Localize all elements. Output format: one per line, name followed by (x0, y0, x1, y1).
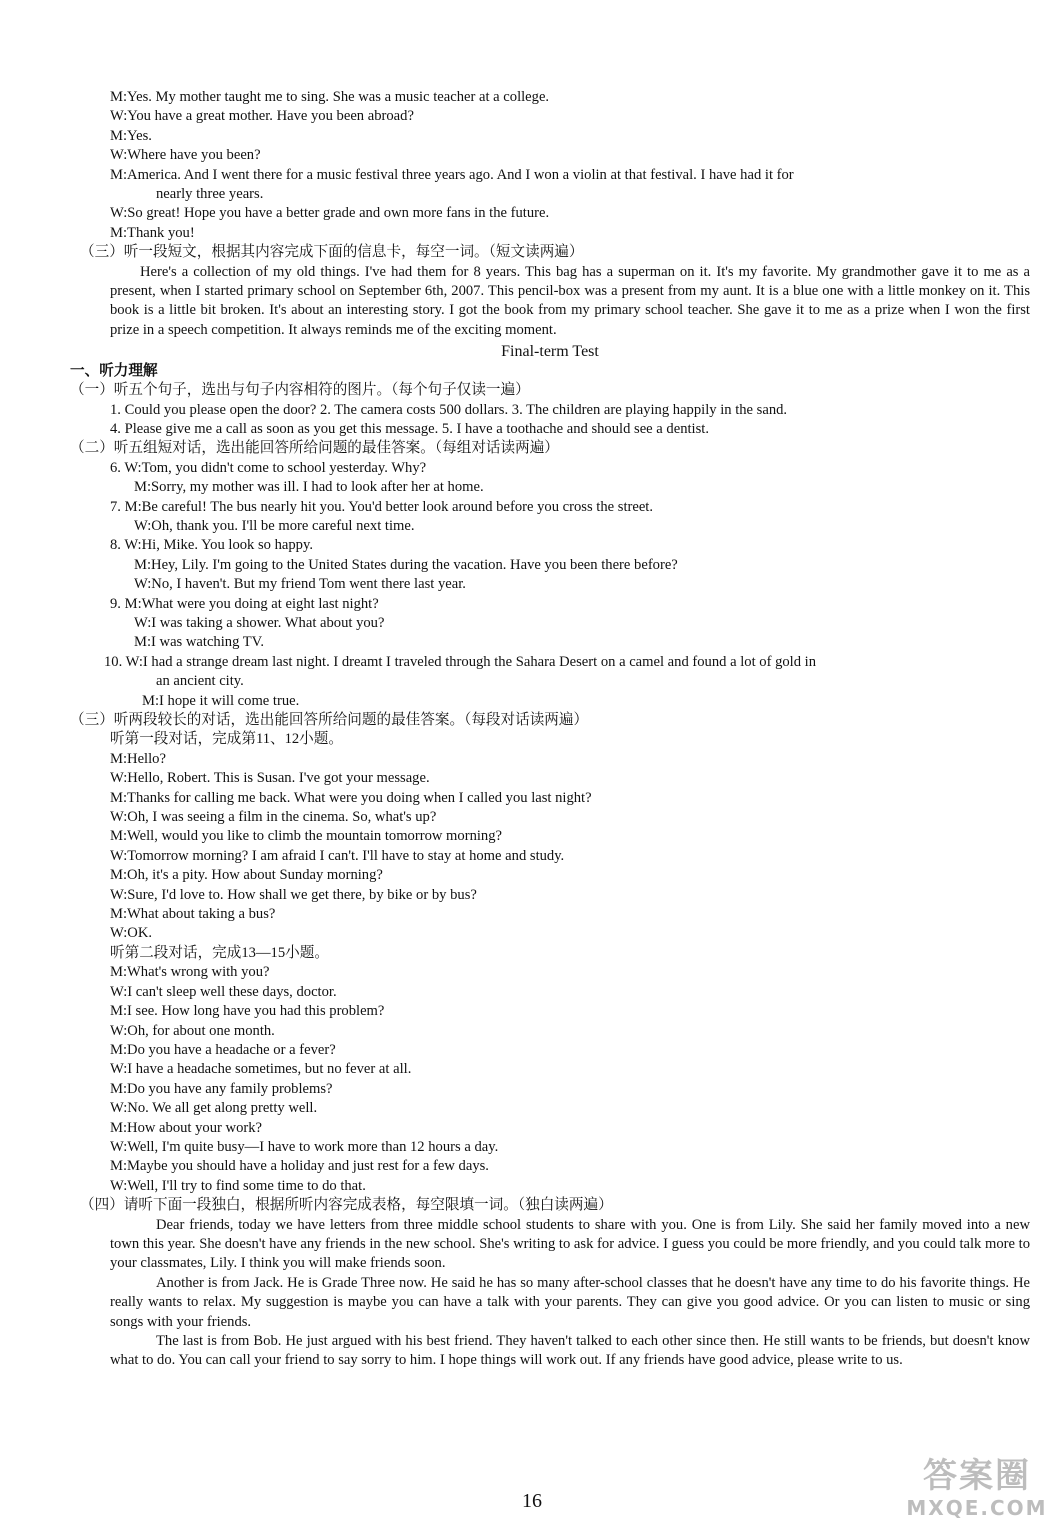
question-7-line-2: W:Oh, thank you. I'll be more careful next time. (134, 517, 415, 534)
dialogue-2-line: M:Do you have any family problems? (110, 1080, 333, 1097)
dialogue-1-line: M:Hello? (110, 750, 166, 767)
document-body (70, 88, 1030, 1371)
dialogue-1-line: W:Hello, Robert. This is Susan. I've got your message. (110, 770, 430, 787)
dialogue-line: M:Thank you! (110, 224, 195, 241)
question-6-line-2: M:Sorry, my mother was ill. I had to look after her at home. (134, 479, 484, 496)
sentence-line: 4. Please give me a call as soon as you get this message. 5. I have a toothache and should see a dentist. (110, 420, 709, 437)
dialogue-1-line: M:Well, would you like to climb the mountain tomorrow morning? (110, 828, 502, 845)
question-10-line-3: M:I hope it will come true. (142, 692, 300, 709)
watermark-logo (902, 1456, 1052, 1530)
dialogue-2-line: M:Maybe you should have a holiday and just rest for a few days. (110, 1158, 489, 1175)
dialogue-line: M:Yes. My mother taught me to sing. She was a music teacher at a college. (110, 89, 550, 105)
question-9-line-2: W:I was taking a shower. What about you? (134, 614, 385, 631)
dialogue-2-line: W:No. We all get along pretty well. (110, 1100, 318, 1117)
monologue-paragraph-1: Dear friends, today we have letters from three middle school students to share with you. One is from Lily. She said her family moved into a new town this year. She doesn't have any friends in the new school. She's writing to ask for advice. I guess you could be more friendly, and you could talk more to your classmates, Lily. I think you will make friends soon. (110, 1216, 1030, 1272)
question-7-line-1: 7. M:Be careful! The bus nearly hit you. You'd better look around before you cross the street. (110, 498, 654, 515)
monologue-paragraph-2: Another is from Jack. He is Grade Three now. He said he has so many after-school classes that he doesn't have any time to do his favorite things. He really wants to relax. My suggestion is maybe you can have a talk with your parents. They can give you good advice. Or you can listen to music or sing songs with your friends. (110, 1274, 1030, 1330)
section-3-passage: Here's a collection of my old things. I've had them for 8 years. This bag has a superman on it. It's my favorite. My grandmother gave it to me as a present, when I started primary school on September 6th, 2007. This pencil-box was a present from my aunt. It is a blue one with a little monkey on it. This book is a little bit broken. It's about an interesting story. I got the book from my primary school teacher. She gave it to me as a prize when I won the first prize in a speech competition. It always reminds me of the exciting moment. (110, 263, 1030, 338)
dialogue-line: W:So great! Hope you have a better grade and own more fans in the future. (110, 205, 550, 222)
watermark-text-bottom: MXQE.COM (906, 1496, 1048, 1520)
dialogue-1-line: W:Tomorrow morning? I am afraid I can't. I'll have to stay at home and study. (110, 847, 565, 864)
dialogue-1-line: M:Thanks for calling me back. What were you doing when I called you last night? (110, 789, 592, 806)
final-term-title: Final-term Test (501, 343, 599, 361)
dialogue-1-line: W:OK. (110, 925, 153, 942)
question-8-line-1: 8. W:Hi, Mike. You look so happy. (110, 537, 313, 554)
section-3-title: （三）听一段短文，根据其内容完成下面的信息卡，每空一词。（短文读两遍） (80, 244, 584, 261)
question-9-line-3: M:I was watching TV. (134, 634, 264, 651)
part-1-title: 一、听力理解 (70, 362, 158, 379)
monologue-paragraph-3: The last is from Bob. He just argued with his best friend. They haven't talked to each other since then. He still wants to be friends, but doesn't know what to do. You can call your friend to say sorry to him. I hope things will work out. If any friends have good advice, please write to us. (110, 1333, 1030, 1369)
dialogue-2-line: W:Well, I'll try to find some time to do that. (110, 1177, 366, 1194)
dialogue-2-line: M:I see. How long have you had this problem? (110, 1003, 385, 1020)
dialogue-line-continued: nearly three years. (156, 186, 264, 203)
dialogue-2-line: M:What's wrong with you? (110, 964, 270, 981)
dialogue-2-line: W:I have a headache sometimes, but no fever at all. (110, 1061, 412, 1078)
dialogue-1-line: W:Sure, I'd love to. How shall we get there, by bike or by bus? (110, 886, 477, 903)
watermark-text-top: 答案圈 (923, 1456, 1031, 1496)
question-6-line-1: 6. W:Tom, you didn't come to school yesterday. Why? (110, 459, 427, 476)
question-9-line-1: 9. M:What were you doing at eight last night? (110, 595, 379, 612)
dialogue-2-title: 听第二段对话，完成13—15小题。 (110, 944, 329, 961)
page-number: 16 (522, 1490, 542, 1512)
question-8-line-3: W:No, I haven't. But my friend Tom went there last year. (134, 576, 466, 593)
dialogue-1-line: M:What about taking a bus? (110, 906, 276, 923)
dialogue-2-line: M:Do you have a headache or a fever? (110, 1041, 336, 1058)
question-10-line-2: an ancient city. (156, 673, 244, 690)
part-1-section-1-title: （一）听五个句子，选出与句子内容相符的图片。（每个句子仅读一遍） (70, 382, 530, 399)
dialogue-1-line: W:Oh, I was seeing a film in the cinema. So, what's up? (110, 809, 437, 826)
dialogue-2-line: W:I can't sleep well these days, doctor. (110, 983, 337, 1000)
sentence-line: 1. Could you please open the door? 2. The camera costs 500 dollars. 3. The children are playing happily in the sand. (110, 401, 788, 418)
part-1-section-3-title: （三）听两段较长的对话，选出能回答所给问题的最佳答案。（每段对话读两遍） (70, 712, 589, 728)
dialogue-line: M:Yes. (110, 127, 152, 144)
question-10-line-1: 10. W:I had a strange dream last night. I dreamt I traveled through the Sahara Desert on a camel and found a lot of gold in (104, 653, 817, 670)
dialogue-1-title: 听第一段对话，完成第11、12小题。 (110, 731, 343, 748)
dialogue-line: W:You have a great mother. Have you been abroad? (110, 108, 414, 125)
question-8-line-2: M:Hey, Lily. I'm going to the United States during the vacation. Have you been there before? (134, 556, 678, 573)
dialogue-2-line: M:How about your work? (110, 1119, 262, 1136)
dialogue-2-line: W:Oh, for about one month. (110, 1022, 275, 1039)
dialogue-line: W:Where have you been? (110, 147, 261, 164)
dialogue-line: M:America. And I went there for a music festival three years ago. And I won a violin at that festival. I have had it for (110, 166, 794, 183)
part-1-section-2-title: （二）听五组短对话，选出能回答所给问题的最佳答案。（每组对话读两遍） (70, 440, 559, 457)
part-1-section-4-title: （四）请听下面一段独白，根据所听内容完成表格，每空限填一词。（独白读两遍） (80, 1197, 613, 1214)
dialogue-1-line: M:Oh, it's a pity. How about Sunday morning? (110, 867, 383, 884)
dialogue-2-line: W:Well, I'm quite busy—I have to work more than 12 hours a day. (110, 1138, 499, 1155)
